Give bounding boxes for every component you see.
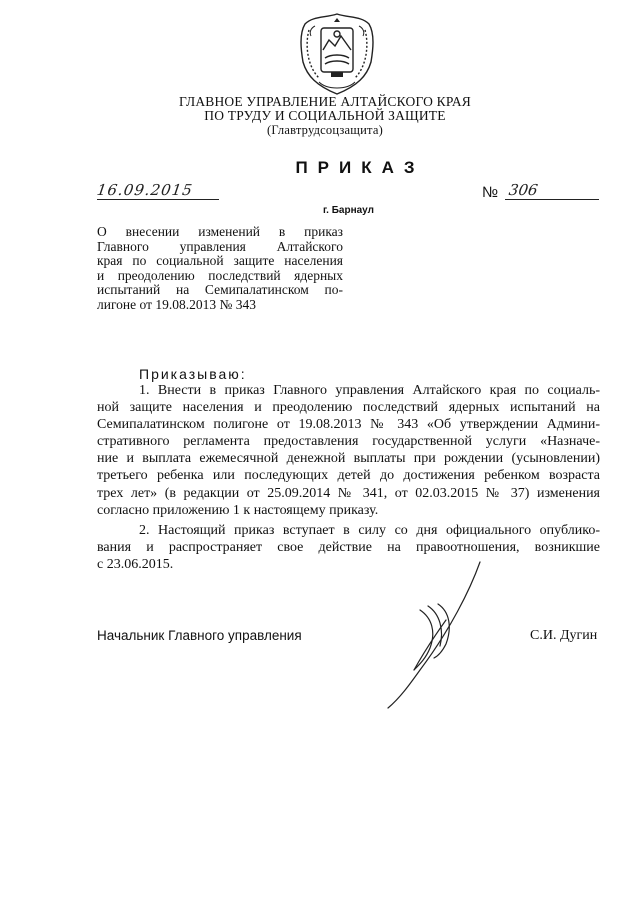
subject-line: и преодолению последствий ядерных [97,267,343,283]
document-number: 306 [507,181,539,199]
signatory-position: Начальник Главного управления [97,628,302,643]
paragraph-line: ние и выплата ежемесячной денежной выплаты при рождении (усыновлении) [97,451,600,467]
coat-of-arms-emblem [295,10,379,98]
paragraph-line: трех лет» (в редакции от 25.09.2014 № 341, от 02.03.2015 № 37) изменения [97,485,600,501]
document-date: 16.09.2015 [95,181,195,199]
organization-name-line-2: ПО ТРУДУ И СОЦИАЛЬНОЙ ЗАЩИТЕ [204,108,446,123]
subject-line: испытаний на Семипалатинском по- [97,282,343,297]
date-underline [97,199,219,200]
paragraph-line: третьего ребенка или последующих детей до достижения ребенком возраста [97,468,600,484]
paragraph-line: ной защите населения и преодолению последствий ядерных испытаний на [97,400,600,416]
order-directive-word: Приказываю: [139,366,247,382]
paragraph-2 [97,522,600,573]
paragraph-1 [97,382,600,519]
handwritten-signature [380,560,490,710]
document-subject [97,225,343,312]
paragraph-line: вания и распространяет свое действие на правоотношения, возникшие [97,540,600,556]
organization-short-name: (Главтрудсоцзащита) [267,123,383,137]
number-underline [505,199,599,200]
document-city: г. Барнаул [323,205,374,216]
subject-line: Главного управления Алтайского [97,238,343,254]
paragraph-line: с 23.06.2015. [97,557,174,573]
subject-line: О внесении изменений в приказ [97,224,343,239]
document-title: ПРИКАЗ [295,158,425,177]
subject-line: лигоне от 19.08.2013 № 343 [97,296,256,312]
organization-name-line-1: ГЛАВНОЕ УПРАВЛЕНИЕ АЛТАЙСКОГО КРАЯ [178,94,471,109]
number-label: № [482,184,499,201]
paragraph-line: 2. Настоящий приказ вступает в силу со дня официального опублико- [139,523,600,538]
paragraph-line: согласно приложению 1 к настоящему приказу. [97,502,379,518]
paragraph-line: стративного регламента предоставления государственной услуги «Назначе- [97,434,600,450]
signatory-name: С.И. Дугин [530,628,598,643]
subject-line: края по социальной защите населения [97,253,343,268]
paragraph-line: 1. Внести в приказ Главного управления Алтайского края по социаль- [139,383,600,398]
paragraph-line: Семипалатинском полигоне от 19.08.2013 № 343 «Об утверждении Админи- [97,417,600,433]
